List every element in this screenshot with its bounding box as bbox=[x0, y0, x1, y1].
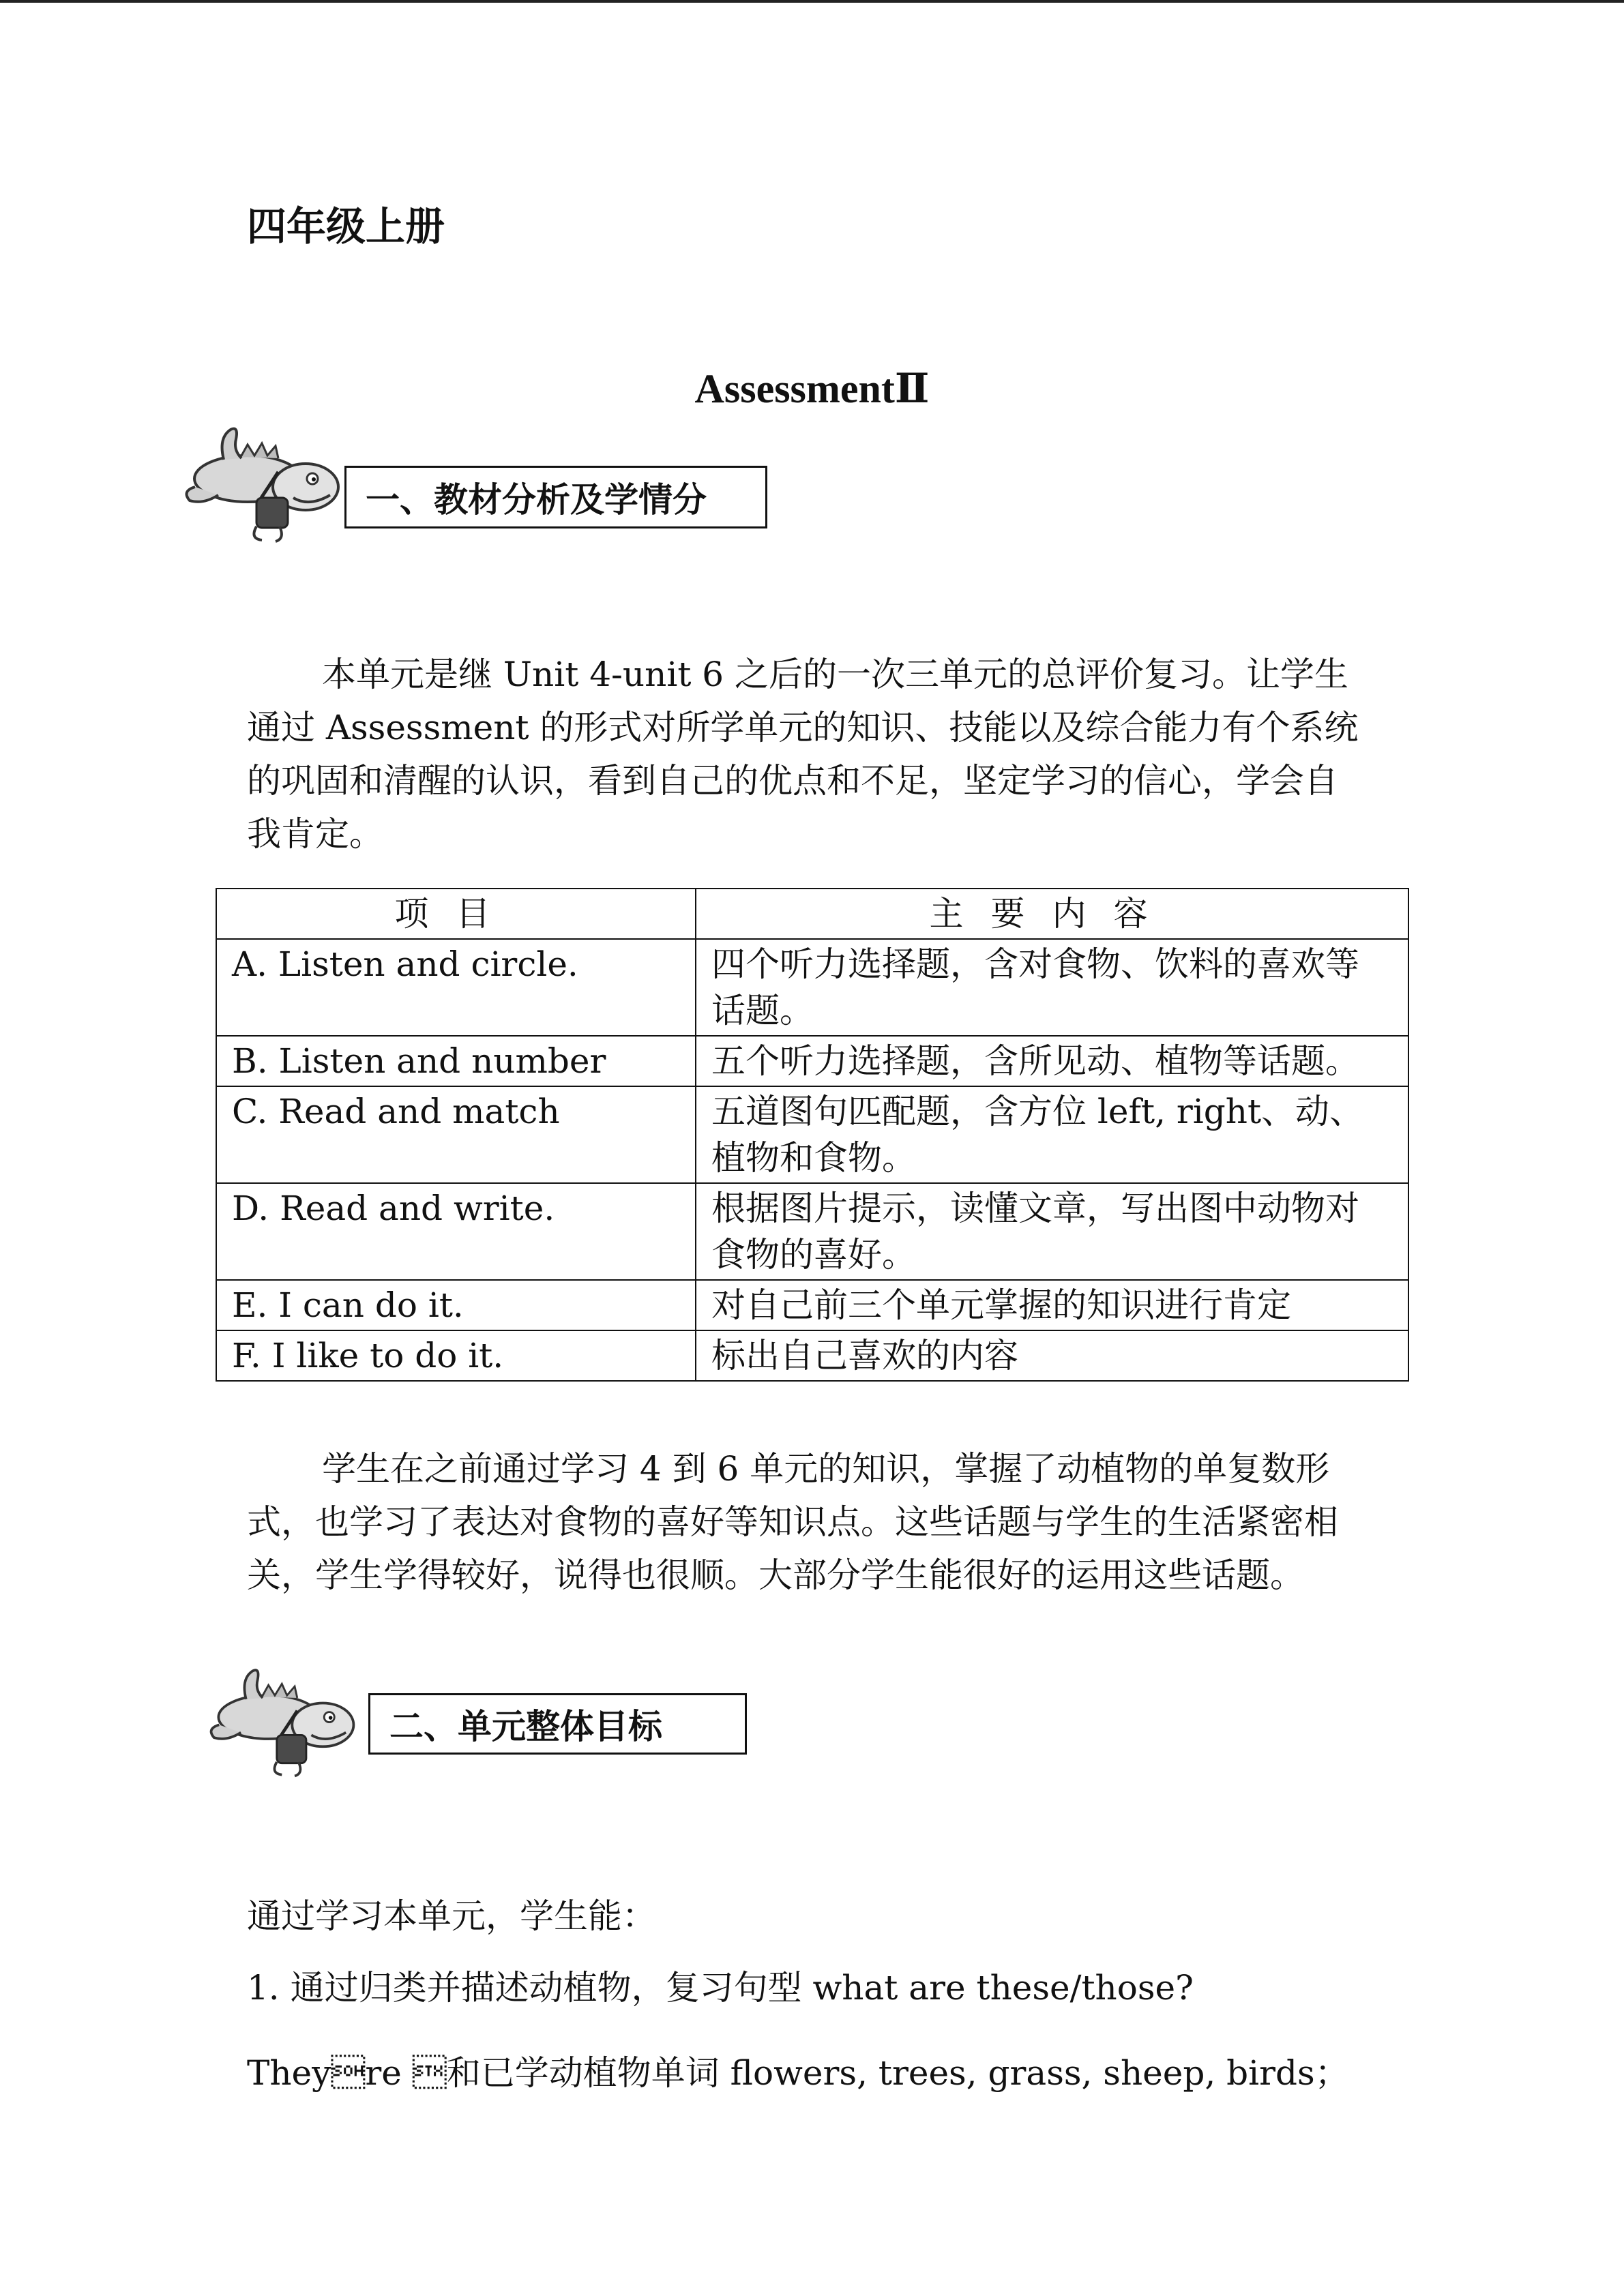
table-cell-item: C. Read and match bbox=[216, 1086, 696, 1183]
table-cell-item: E. I can do it. bbox=[216, 1280, 696, 1330]
goals-intro: 通过学习本单元，学生能： bbox=[247, 1896, 656, 1936]
table-row bbox=[216, 1330, 1408, 1381]
dinosaur-mascot-icon bbox=[176, 424, 343, 547]
grade-heading: 四年级上册 bbox=[247, 203, 445, 250]
intro-paragraph: 本单元是继 Unit 4-unit 6 之后的一次三单元的总评价复习。让学生通过 Assessment 的形式对所学单元的知识、技能以及综合能力有个系统的巩固和清醒的认识，看到自己的优点和不足，坚定学习的信心，学会自我肯定。 bbox=[247, 655, 1359, 854]
table-cell-item: A. Listen and circle. bbox=[216, 939, 696, 1036]
table-row bbox=[216, 1036, 1408, 1086]
table-row bbox=[216, 1280, 1408, 1330]
table-cell-content: 五个听力选择题，含所见动、植物等话题。 bbox=[696, 1036, 1408, 1086]
table-header-item: 项目 bbox=[216, 889, 696, 939]
analysis-paragraph: 学生在之前通过学习 4 到 6 单元的知识，掌握了动植物的单复数形式，也学习了表达对食物的喜好等知识点。这些话题与学生的生活紧密相关，学生学得较好，说得也很顺。大部分学生能很好的运用这些话题。 bbox=[247, 1449, 1338, 1595]
top-border-line bbox=[0, 0, 1624, 3]
dinosaur-mascot-icon bbox=[201, 1664, 358, 1783]
goal-item-1-continued: Theyre 和已学动植物单词 flowers, trees, grass, sheep, birds； bbox=[247, 2053, 1349, 2093]
section-2-heading: 二、单元整体目标 bbox=[368, 1693, 747, 1755]
table-row bbox=[216, 939, 1408, 1036]
table-header-row bbox=[216, 889, 1408, 939]
page-title: AssessmentⅡ bbox=[694, 366, 930, 411]
table-row bbox=[216, 1086, 1408, 1183]
table-header-content: 主要内容 bbox=[696, 889, 1408, 939]
assessment-table bbox=[216, 888, 1409, 1382]
table-cell-content: 标出自己喜欢的内容 bbox=[696, 1330, 1408, 1381]
table-cell-content: 五道图句匹配题，含方位 left, right、动、植物和食物。 bbox=[696, 1086, 1408, 1183]
table-cell-item: D. Read and write. bbox=[216, 1183, 696, 1280]
table-row bbox=[216, 1183, 1408, 1280]
table-cell-item: B. Listen and number bbox=[216, 1036, 696, 1086]
table-cell-content: 根据图片提示，读懂文章，写出图中动物对食物的喜好。 bbox=[696, 1183, 1408, 1280]
section-1-heading: 一、教材分析及学情分 bbox=[344, 466, 767, 528]
goal-item-1: 1. 通过归类并描述动植物，复习句型 what are these/those? bbox=[247, 1968, 1194, 2008]
table-cell-content: 四个听力选择题，含对食物、饮料的喜欢等话题。 bbox=[696, 939, 1408, 1036]
table-cell-item: F. I like to do it. bbox=[216, 1330, 696, 1381]
table-cell-content: 对自己前三个单元掌握的知识进行肯定 bbox=[696, 1280, 1408, 1330]
